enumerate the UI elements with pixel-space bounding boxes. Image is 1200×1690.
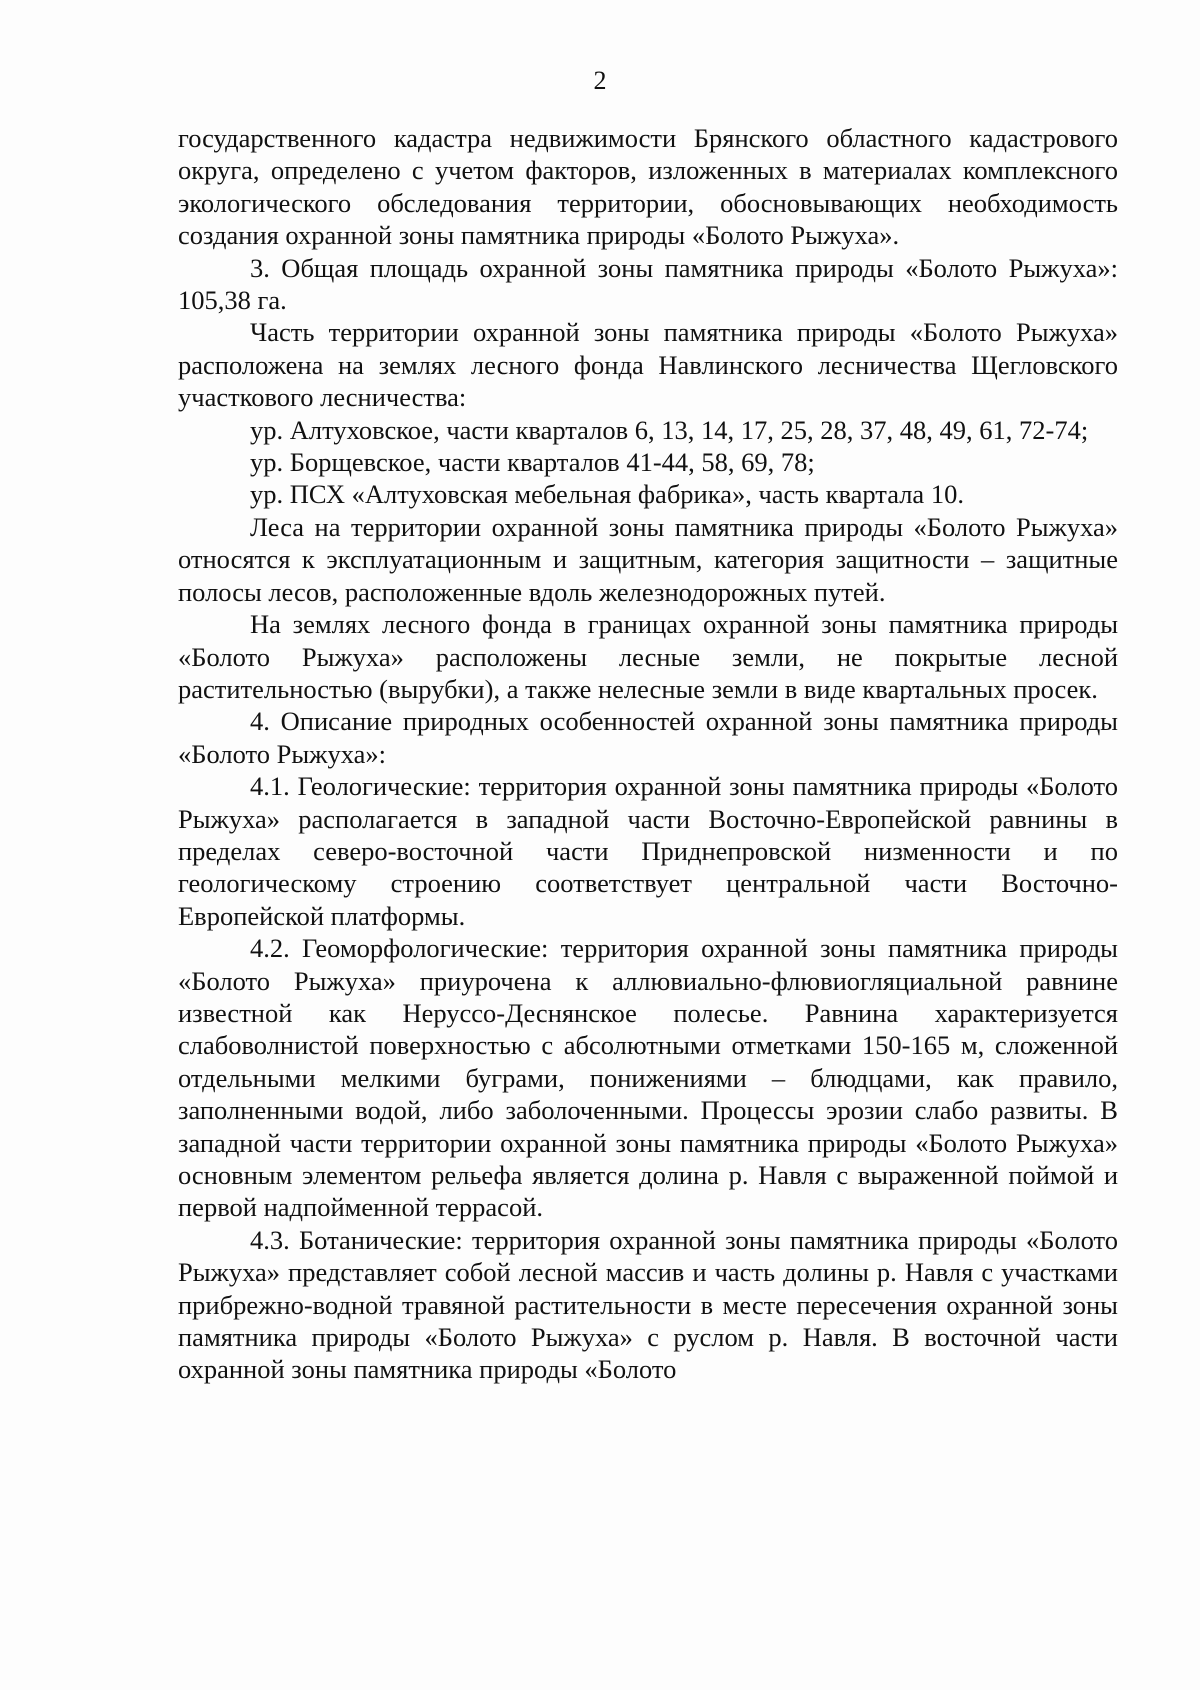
paragraph-forest-category: Леса на территории охранной зоны памятника природы «Болото Рыжуха» относятся к эксплуатационным и защитным, категория защитности – защитные полосы лесов, расположенные вдоль железнодорожных путей. (178, 511, 1118, 607)
paragraph-botanical: 4.3. Ботанические: территория охранной зоны памятника природы «Болото Рыжуха» представляет собой лесной массив и часть долины р. Навля с участками прибрежно-водной травяной растительности в месте пересечения охранной зоны памятника природы «Болото Рыжуха» с руслом р. Навля. В восточной части охранной зоны памятника природы «Болото (178, 1224, 1118, 1385)
paragraph-total-area: 3. Общая площадь охранной зоны памятника природы «Болото Рыжуха»: 105,38 га. (178, 252, 1118, 316)
paragraph-geomorphological: 4.2. Геоморфологические: территория охранной зоны памятника природы «Болото Рыжуха» приурочена к аллювиально-флювиогляциальной равнине известной как Неруссо-Деснянское полесье. Равнина характеризуется слабоволнистой поверхностью с абсолютными отметками 150-165 м, сложенной отдельными мелкими буграми, понижениями – блюдцами, как правило, заполненными водой, либо заболоченными. Процессы эрозии слабо развиты. В западной части территории охранной зоны памятника природы «Болото Рыжуха» основным элементом рельефа является долина р. Навля с выраженной поймой и первой надпойменной террасой. (178, 933, 1118, 1223)
paragraph-cadastre-continuation: государственного кадастра недвижимости Брянского областного кадастрового округа, определено с учетом факторов, изложенных в материалах комплексного экологического обследования территории, обосновывающих необходимость создания охранной зоны памятника природы «Болото Рыжуха». (178, 123, 1118, 251)
paragraph-natural-features: 4. Описание природных особенностей охранной зоны памятника природы «Болото Рыжуха»: (178, 706, 1118, 769)
page-number: 2 (593, 66, 607, 95)
document-body (178, 122, 1118, 1386)
paragraph-altukhovskoe: ур. Алтуховское, части кварталов 6, 13, 14, 17, 25, 28, 37, 48, 49, 61, 72-74; (250, 414, 1089, 445)
paragraph-forest-lands: На землях лесного фонда в границах охранной зоны памятника природы «Болото Рыжуха» расположены лесные земли, не покрытые лесной растительностью (вырубки), а также нелесные земли в виде квартальных просек. (178, 609, 1118, 704)
paragraph-borshchevskoe: ур. Борщевское, части кварталов 41-44, 58, 69, 78; (250, 447, 815, 478)
paragraph-geological: 4.1. Геологические: территория охранной зоны памятника природы «Болото Рыжуха» располагается в западной части Восточно-Европейской равнины в пределах северо-восточной части Приднепровской низменности и по геологическому строению соответствует центральной части Восточно-Европейской платформы. (178, 771, 1118, 931)
paragraph-psh-factory: ур. ПСХ «Алтуховская мебельная фабрика», часть квартала 10. (250, 479, 964, 510)
paragraph-forest-fund: Часть территории охранной зоны памятника природы «Болото Рыжуха» расположена на землях лесного фонда Навлинского лесничества Щегловского участкового лесничества: (178, 317, 1118, 413)
